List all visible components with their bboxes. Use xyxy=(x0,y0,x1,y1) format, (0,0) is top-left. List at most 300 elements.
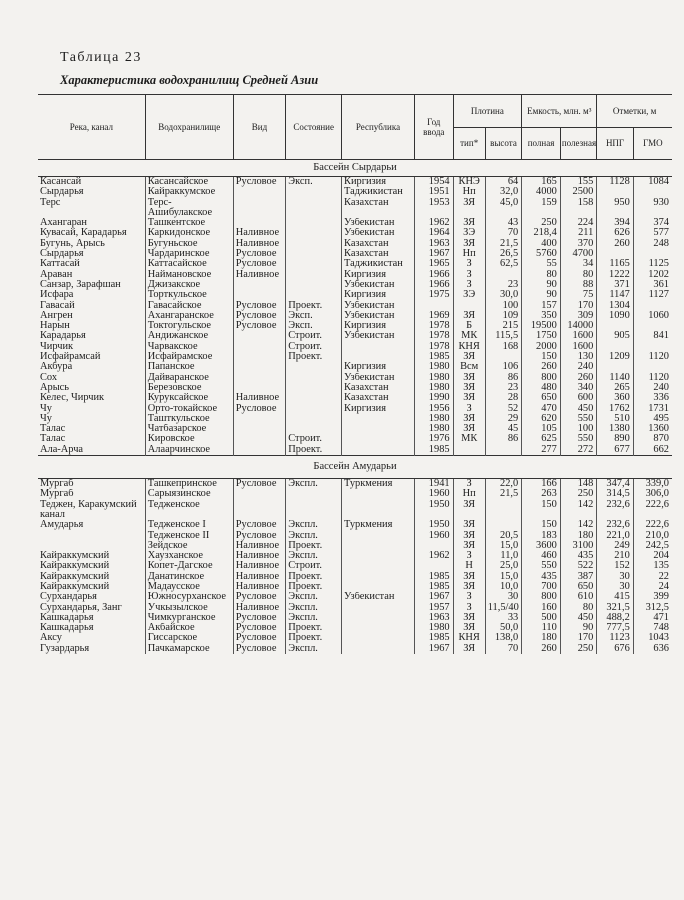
cell-npg xyxy=(597,362,633,372)
cell-year: 1985 xyxy=(414,352,453,362)
header-reservoir: Водохранилище xyxy=(145,95,233,160)
cell-kind: Русловое xyxy=(233,479,286,490)
cell-dam-type: ЗЭ xyxy=(453,228,485,238)
cell-year: 1980 xyxy=(414,623,453,633)
cell-republic xyxy=(342,352,415,362)
cell-reservoir: Алаарчинское xyxy=(145,445,233,456)
cell-kind: Наливное xyxy=(233,239,286,249)
cell-kind xyxy=(233,500,286,521)
cell-year: 1985 xyxy=(414,445,453,456)
table-row xyxy=(38,321,672,331)
cell-cap-useful: 180 xyxy=(560,531,596,541)
cell-dam-height: 33 xyxy=(485,613,521,623)
cell-river: Талас xyxy=(40,424,66,435)
cell-republic: Таджикистан xyxy=(342,259,415,269)
cell-npg: 210 xyxy=(597,551,633,561)
cell-dam-type: ЗЯ xyxy=(453,393,485,403)
basin-name: Бассейн Сырдарьи xyxy=(38,160,672,177)
cell-dam-type: З xyxy=(453,259,485,269)
cell-gmo: 1127 xyxy=(633,290,672,300)
cell-cap-full: 166 xyxy=(522,479,561,490)
cell-state xyxy=(286,424,342,434)
cell-reservoir: Акбайское xyxy=(145,623,233,633)
cell-kind xyxy=(233,342,286,352)
cell-cap-full: 180 xyxy=(522,633,561,643)
cell-gmo: 312,5 xyxy=(633,603,672,613)
cell-cap-full: 470 xyxy=(522,404,561,414)
cell-year: 1941 xyxy=(414,479,453,490)
cell-dam-height: 15,0 xyxy=(485,572,521,582)
cell-state: Экспл. xyxy=(286,603,342,613)
cell-npg: 890 xyxy=(597,434,633,444)
cell-cap-full: 4000 xyxy=(522,187,561,197)
header-cap-useful: полезная xyxy=(560,127,596,160)
cell-kind xyxy=(233,434,286,444)
cell-river: Сурхандарья xyxy=(40,592,97,603)
cell-kind: Наливное xyxy=(233,541,286,551)
cell-dam-height xyxy=(485,500,521,521)
cell-gmo: 374 xyxy=(633,218,672,228)
cell-dam-type: ЗЯ xyxy=(453,531,485,541)
cell-dam-height: 15,0 xyxy=(485,541,521,551)
table-row xyxy=(38,342,672,352)
cell-reservoir: Чатбазарское xyxy=(145,424,233,434)
cell-dam-type xyxy=(453,445,485,456)
cell-reservoir: Березовское xyxy=(145,383,233,393)
cell-cap-full: 620 xyxy=(522,414,561,424)
cell-gmo: 577 xyxy=(633,228,672,238)
cell-kind: Наливное xyxy=(233,603,286,613)
cell-state xyxy=(286,290,342,300)
cell-kind: Русловое xyxy=(233,177,286,188)
cell-dam-type: ЗЯ xyxy=(453,520,485,530)
cell-cap-useful: 450 xyxy=(560,404,596,414)
cell-year: 1965 xyxy=(414,259,453,269)
cell-year xyxy=(414,301,453,311)
cell-republic: Казахстан xyxy=(342,249,415,259)
cell-dam-height: 32,0 xyxy=(485,187,521,197)
cell-dam-type: ЗЯ xyxy=(453,424,485,434)
cell-republic xyxy=(342,489,415,499)
cell-republic: Казахстан xyxy=(342,383,415,393)
cell-npg: 30 xyxy=(597,572,633,582)
cell-year xyxy=(414,561,453,571)
table-row xyxy=(38,489,672,499)
cell-kind: Наливное xyxy=(233,228,286,238)
cell-republic xyxy=(342,551,415,561)
cell-state: Экспл. xyxy=(286,613,342,623)
cell-river: Сырдарья xyxy=(40,249,84,260)
cell-npg xyxy=(597,342,633,352)
cell-cap-useful: 148 xyxy=(560,479,596,490)
cell-cap-useful: 250 xyxy=(560,644,596,654)
table-row xyxy=(38,500,672,521)
table-row xyxy=(38,603,672,613)
cell-year: 1985 xyxy=(414,572,453,582)
header-year: Год ввода xyxy=(414,95,453,160)
cell-year: 1967 xyxy=(414,592,453,602)
cell-reservoir: Чардаринское xyxy=(145,249,233,259)
cell-year: 1980 xyxy=(414,414,453,424)
cell-reservoir: Каркидонское xyxy=(145,228,233,238)
cell-state: Эксп. xyxy=(286,177,342,188)
cell-cap-useful: 1600 xyxy=(560,342,596,352)
cell-state xyxy=(286,489,342,499)
table-row xyxy=(38,479,672,490)
cell-republic xyxy=(342,541,415,551)
cell-cap-full: 150 xyxy=(522,520,561,530)
cell-river: Нарын xyxy=(40,321,70,332)
cell-gmo: 471 xyxy=(633,613,672,623)
cell-cap-useful: 4700 xyxy=(560,249,596,259)
cell-kind xyxy=(233,414,286,424)
cell-npg xyxy=(597,187,633,197)
cell-npg: 260 xyxy=(597,239,633,249)
cell-reservoir: Учкызылское xyxy=(145,603,233,613)
cell-republic: Узбекистан xyxy=(342,218,415,228)
cell-cap-useful: 3100 xyxy=(560,541,596,551)
cell-dam-type: З xyxy=(453,603,485,613)
cell-dam-type: Всм xyxy=(453,362,485,372)
cell-river: Сурхандарья, Занг xyxy=(40,602,122,613)
table-row xyxy=(38,301,672,311)
cell-npg: 677 xyxy=(597,445,633,456)
cell-reservoir: Каттасайское xyxy=(145,259,233,269)
cell-dam-height xyxy=(485,270,521,280)
table-row xyxy=(38,249,672,259)
cell-dam-height: 215 xyxy=(485,321,521,331)
cell-river: Акбура xyxy=(40,362,73,373)
cell-river: Исфайрамсай xyxy=(40,352,101,363)
header-dam-height: высота xyxy=(485,127,521,160)
cell-kind xyxy=(233,373,286,383)
cell-npg: 360 xyxy=(597,393,633,403)
cell-gmo: 930 xyxy=(633,198,672,219)
cell-state: Проект. xyxy=(286,572,342,582)
cell-year: 1951 xyxy=(414,187,453,197)
cell-cap-full: 480 xyxy=(522,383,561,393)
cell-reservoir: Гиссарское xyxy=(145,633,233,643)
cell-river: Арысь xyxy=(40,382,70,393)
cell-cap-full: 277 xyxy=(522,445,561,456)
cell-river: Ахангаран xyxy=(40,218,87,229)
cell-gmo: 495 xyxy=(633,414,672,424)
cell-npg: 905 xyxy=(597,331,633,341)
cell-gmo: 240 xyxy=(633,383,672,393)
cell-kind xyxy=(233,331,286,341)
cell-year: 1950 xyxy=(414,500,453,521)
cell-cap-useful: 80 xyxy=(560,603,596,613)
cell-kind: Наливное xyxy=(233,582,286,592)
cell-state xyxy=(286,393,342,403)
header-gmo: ГМО xyxy=(633,127,672,160)
cell-year: 1967 xyxy=(414,249,453,259)
cell-kind: Наливное xyxy=(233,561,286,571)
cell-gmo: 242,5 xyxy=(633,541,672,551)
cell-republic: Казахстан xyxy=(342,239,415,249)
cell-cap-useful: 211 xyxy=(560,228,596,238)
table-row xyxy=(38,551,672,561)
cell-dam-height: 86 xyxy=(485,373,521,383)
cell-cap-full: 500 xyxy=(522,613,561,623)
cell-reservoir: Чимкурганское xyxy=(145,613,233,623)
cell-kind xyxy=(233,187,286,197)
cell-reservoir: Ташткульское xyxy=(145,414,233,424)
cell-river: Мургаб xyxy=(40,478,74,490)
cell-cap-useful: 340 xyxy=(560,383,596,393)
cell-river: Сырдарья xyxy=(40,187,84,198)
cell-river: Мургаб xyxy=(40,489,74,500)
cell-reservoir: Южносурханское xyxy=(145,592,233,602)
cell-river: Касансай xyxy=(40,176,82,187)
cell-dam-height: 20,5 xyxy=(485,531,521,541)
cell-year: 1953 xyxy=(414,198,453,219)
cell-cap-full: 435 xyxy=(522,572,561,582)
cell-cap-full: 250 xyxy=(522,218,561,228)
cell-reservoir: Хаузханское xyxy=(145,551,233,561)
cell-dam-type: ЗЯ xyxy=(453,623,485,633)
cell-npg: 347,4 xyxy=(597,479,633,490)
table-row xyxy=(38,290,672,300)
cell-gmo: 22 xyxy=(633,572,672,582)
cell-reservoir: Дайваранское xyxy=(145,373,233,383)
cell-npg: 30 xyxy=(597,582,633,592)
table-row xyxy=(38,414,672,424)
cell-gmo: 361 xyxy=(633,280,672,290)
cell-dam-type: КНЯ xyxy=(453,633,485,643)
cell-state xyxy=(286,239,342,249)
cell-republic xyxy=(342,561,415,571)
cell-dam-type: ЗЯ xyxy=(453,500,485,521)
cell-year: 1957 xyxy=(414,603,453,613)
header-npg: НПГ xyxy=(597,127,633,160)
cell-dam-height xyxy=(485,352,521,362)
cell-year: 1976 xyxy=(414,434,453,444)
cell-cap-full: 650 xyxy=(522,393,561,403)
cell-republic: Узбекистан xyxy=(342,373,415,383)
cell-republic xyxy=(342,613,415,623)
cell-dam-height: 21,5 xyxy=(485,239,521,249)
cell-state: Экспл. xyxy=(286,531,342,541)
cell-cap-full: 260 xyxy=(522,644,561,654)
table-row xyxy=(38,280,672,290)
cell-dam-height: 52 xyxy=(485,404,521,414)
cell-state: Строит. xyxy=(286,561,342,571)
cell-dam-height: 25,0 xyxy=(485,561,521,571)
cell-cap-full: 625 xyxy=(522,434,561,444)
cell-state xyxy=(286,249,342,259)
cell-gmo: 1125 xyxy=(633,259,672,269)
cell-dam-height: 45,0 xyxy=(485,198,521,219)
cell-republic xyxy=(342,414,415,424)
table-row xyxy=(38,613,672,623)
cell-dam-height: 64 xyxy=(485,177,521,188)
cell-river: Аксу xyxy=(40,633,62,644)
cell-dam-height xyxy=(485,520,521,530)
cell-cap-full: 110 xyxy=(522,623,561,633)
cell-state xyxy=(286,414,342,424)
cell-reservoir: Гавасайское xyxy=(145,301,233,311)
cell-npg: 626 xyxy=(597,228,633,238)
cell-cap-useful: 272 xyxy=(560,445,596,456)
cell-dam-type: ЗЯ xyxy=(453,572,485,582)
cell-npg: 1304 xyxy=(597,301,633,311)
cell-river: Чирчик xyxy=(40,341,74,352)
cell-reservoir: Куруксайское xyxy=(145,393,233,403)
cell-state: Проект. xyxy=(286,623,342,633)
cell-year: 1962 xyxy=(414,551,453,561)
cell-dam-type: Нп xyxy=(453,187,485,197)
cell-state xyxy=(286,259,342,269)
cell-npg: 1762 xyxy=(597,404,633,414)
cell-reservoir: Терс-Ашибулакское xyxy=(145,198,233,219)
cell-cap-full: 19500 xyxy=(522,321,561,331)
table-row xyxy=(38,541,672,551)
cell-npg: 1147 xyxy=(597,290,633,300)
cell-dam-type: ЗЯ xyxy=(453,414,485,424)
cell-state: Проект. xyxy=(286,541,342,551)
cell-npg: 232,6 xyxy=(597,500,633,521)
table-row xyxy=(38,239,672,249)
cell-dam-type: ЗЯ xyxy=(453,352,485,362)
cell-state xyxy=(286,383,342,393)
cell-cap-full: 350 xyxy=(522,311,561,321)
cell-river: Чу xyxy=(40,413,52,424)
cell-reservoir: Копет-Дагское xyxy=(145,561,233,571)
cell-cap-useful: 224 xyxy=(560,218,596,228)
cell-cap-full: 263 xyxy=(522,489,561,499)
cell-npg: 314,5 xyxy=(597,489,633,499)
table-row xyxy=(38,393,672,403)
cell-dam-height: 70 xyxy=(485,644,521,654)
cell-npg: 510 xyxy=(597,414,633,424)
cell-republic xyxy=(342,342,415,352)
cell-gmo xyxy=(633,187,672,197)
cell-reservoir: Андижанское xyxy=(145,331,233,341)
table-row xyxy=(38,424,672,434)
cell-year: 1964 xyxy=(414,228,453,238)
cell-republic: Киргизия xyxy=(342,321,415,331)
cell-republic: Узбекистан xyxy=(342,592,415,602)
cell-river xyxy=(38,531,145,541)
table-row xyxy=(38,572,672,582)
cell-npg: 321,5 xyxy=(597,603,633,613)
cell-cap-useful: 100 xyxy=(560,424,596,434)
table-row xyxy=(38,270,672,280)
cell-kind: Наливное xyxy=(233,551,286,561)
cell-dam-type: МК xyxy=(453,331,485,341)
cell-republic: Туркмения xyxy=(342,520,415,530)
cell-npg: 1209 xyxy=(597,352,633,362)
header-capacity: Емкость, млн. м³ xyxy=(522,95,597,128)
cell-dam-height: 29 xyxy=(485,414,521,424)
cell-state xyxy=(286,280,342,290)
cell-cap-full: 5760 xyxy=(522,249,561,259)
cell-state: Экспл. xyxy=(286,551,342,561)
cell-state: Экспл. xyxy=(286,592,342,602)
cell-gmo xyxy=(633,362,672,372)
cell-gmo: 399 xyxy=(633,592,672,602)
cell-gmo: 1360 xyxy=(633,424,672,434)
cell-river: Талас xyxy=(40,434,66,445)
reservoir-table xyxy=(38,94,672,654)
cell-reservoir: Чарвакское xyxy=(145,342,233,352)
header-river: Река, канал xyxy=(38,95,145,160)
cell-river: Кувасай, Карадарья xyxy=(40,228,127,239)
cell-npg xyxy=(597,321,633,331)
cell-dam-type: КНЭ xyxy=(453,177,485,188)
cell-dam-type xyxy=(453,301,485,311)
cell-cap-useful: 34 xyxy=(560,259,596,269)
cell-year: 1985 xyxy=(414,633,453,643)
cell-state xyxy=(286,270,342,280)
cell-gmo: 222,6 xyxy=(633,520,672,530)
cell-cap-useful: 142 xyxy=(560,520,596,530)
cell-river: Амударья xyxy=(40,520,84,531)
cell-river: Келес, Чирчик xyxy=(40,393,105,404)
cell-gmo: 210,0 xyxy=(633,531,672,541)
cell-gmo: 636 xyxy=(633,644,672,654)
cell-cap-useful: 550 xyxy=(560,414,596,424)
cell-cap-full: 183 xyxy=(522,531,561,541)
cell-gmo: 24 xyxy=(633,582,672,592)
cell-kind xyxy=(233,198,286,219)
cell-river: Кайраккумский xyxy=(40,571,110,582)
cell-river: Гавасай xyxy=(40,300,75,311)
table-caption: Таблица 23 xyxy=(60,50,142,65)
cell-republic xyxy=(342,623,415,633)
cell-npg: 1140 xyxy=(597,373,633,383)
cell-reservoir: Сарыязинское xyxy=(145,489,233,499)
cell-npg: 221,0 xyxy=(597,531,633,541)
cell-gmo: 336 xyxy=(633,393,672,403)
cell-kind xyxy=(233,352,286,362)
cell-cap-full: 260 xyxy=(522,362,561,372)
cell-dam-type: ЗЯ xyxy=(453,613,485,623)
header-kind: Вид xyxy=(233,95,286,160)
cell-republic xyxy=(342,572,415,582)
cell-year: 1960 xyxy=(414,531,453,541)
cell-dam-height: 30 xyxy=(485,592,521,602)
cell-gmo: 1060 xyxy=(633,311,672,321)
cell-cap-full: 165 xyxy=(522,177,561,188)
table-row xyxy=(38,445,672,456)
cell-gmo: 306,0 xyxy=(633,489,672,499)
cell-dam-type: ЗЯ xyxy=(453,373,485,383)
cell-dam-height: 28 xyxy=(485,393,521,403)
cell-year: 1956 xyxy=(414,404,453,414)
cell-river: Кайраккумский xyxy=(40,581,110,592)
cell-year: 1960 xyxy=(414,489,453,499)
table-row xyxy=(38,520,672,530)
header-republic: Республика xyxy=(342,95,415,160)
cell-gmo: 662 xyxy=(633,445,672,456)
cell-reservoir: Токтогульское xyxy=(145,321,233,331)
cell-dam-type: ЗЯ xyxy=(453,311,485,321)
cell-year: 1975 xyxy=(414,290,453,300)
cell-cap-useful: 370 xyxy=(560,239,596,249)
cell-state xyxy=(286,362,342,372)
cell-npg: 152 xyxy=(597,561,633,571)
cell-kind: Русловое xyxy=(233,520,286,530)
cell-dam-type: ЗЭ xyxy=(453,290,485,300)
cell-river: Бугунь, Арысь xyxy=(40,238,105,249)
table-row xyxy=(38,311,672,321)
cell-river: Санзар, Зарафшан xyxy=(40,279,121,290)
cell-year xyxy=(414,541,453,551)
cell-cap-full: 55 xyxy=(522,259,561,269)
cell-gmo: 222,6 xyxy=(633,500,672,521)
